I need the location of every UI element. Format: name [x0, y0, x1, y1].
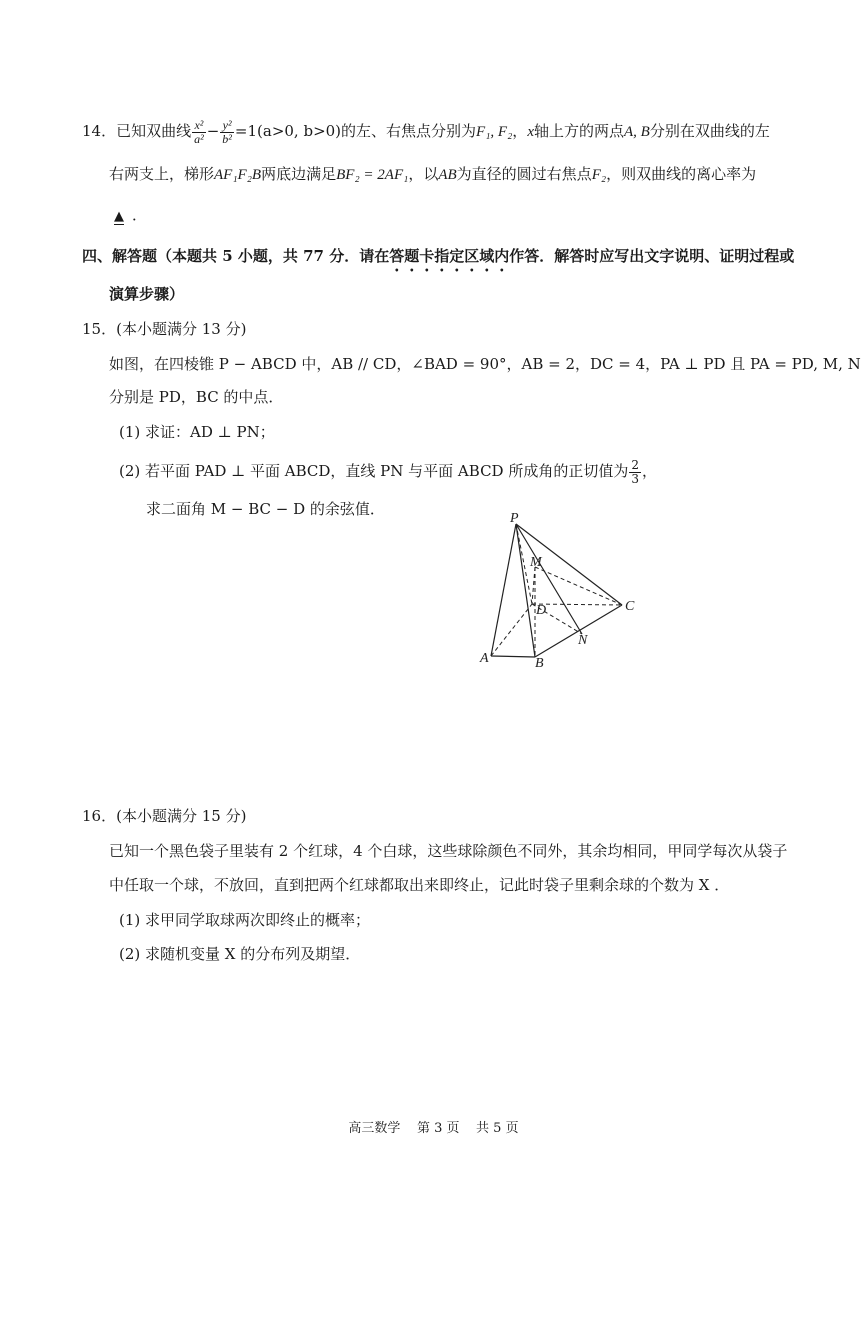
q15-part-1: (1) 求证：AD ⊥ PN；	[119, 423, 275, 441]
label-c: C	[625, 599, 635, 614]
q14-text: =1(a>0, b>0)的左、右焦点分别为	[234, 122, 477, 140]
q15-part-2-cont: 求二面角 M − BC − D 的余弦值．	[146, 500, 385, 518]
page-footer	[0, 1117, 867, 1136]
q16-header: 16．(本小题满分 15 分)	[82, 807, 247, 825]
q14-line-1: 14．已知双曲线 $\frac{\text{x²}}{\text{a²}}$ − $\frac{\text{y²}}{\text{b²}}$ =1(a>0, b>0)的左、右焦点分别为F₁, F₂，x轴上方的两点A, B分别在双曲线的左	[82, 117, 770, 146]
label-b: B	[535, 656, 544, 670]
q16-line-2: 中任取一个球，不放回，直到把两个红球都取出来即终止，记此时袋子里剩余球的个数为 X ．	[109, 876, 730, 894]
q14-number: 14．	[82, 122, 117, 140]
section-heading-cont: 演算步骤）	[109, 285, 185, 303]
q15-line-2: 分别是 PD，BC 的中点．	[109, 388, 284, 406]
fraction-x2-a2: $\frac{\text{x²}}{\text{a²}}$	[194, 117, 204, 146]
edge-pa	[491, 524, 516, 656]
section-heading: 四、解答题（本题共 5 小题，共 77 分．请在答题卡指定区域内作答．解答时应写出文字说明、证明过程或	[82, 247, 795, 265]
fraction-2-3: $\frac{2}{3}$	[631, 457, 639, 486]
label-n: N	[578, 633, 588, 648]
label-d: D	[536, 603, 547, 618]
answer-blank-triangle: ▲	[114, 209, 124, 224]
q14-text: 已知双曲线	[116, 122, 192, 140]
edge-pn	[516, 524, 582, 634]
q16-part-2: (2) 求随机变量 X 的分布列及期望．	[119, 945, 361, 963]
q15-part-2: (2) 若平面 PAD ⊥ 平面 ABCD，直线 PN 与平面 ABCD 所成角的正切值为 $\frac{2}{3}$ ，	[119, 457, 657, 486]
q14-line-3: ▲ ．	[106, 204, 147, 228]
edge-mc	[535, 567, 622, 605]
edge-pb	[516, 524, 535, 657]
label-a: A	[480, 651, 489, 666]
footer-subject: 高三数学	[348, 1121, 401, 1136]
footer-total: 共 5 页	[476, 1121, 519, 1136]
q15-line-1: 如图，在四棱锥 P − ABCD 中，AB // CD，∠BAD = 90°，AB = 2，DC = 4，PA ⊥ PD 且 PA = PD, M, N	[109, 355, 861, 373]
edge-ad	[491, 604, 532, 656]
q15-header: 15．(本小题满分 13 分)	[82, 320, 247, 338]
q16-part-1: (1) 求甲同学取球两次即终止的概率；	[119, 911, 371, 929]
pyramid-figure	[470, 510, 650, 670]
q14-line-2: 右两支上，梯形AF₁F₂B两底边满足BF₂ = 2AF₁，以AB为直径的圆过右焦点F₂，则双曲线的离心率为	[109, 165, 757, 183]
label-p: P	[510, 511, 519, 526]
edge-ab	[491, 656, 535, 657]
label-m: M	[530, 555, 542, 570]
q16-line-1: 已知一个黑色袋子里装有 2 个红球，4 个白球，这些球除颜色不同外，其余均相同，甲同学每次从袋子	[109, 842, 788, 860]
footer-page: 第 3 页	[416, 1121, 460, 1136]
edge-bc	[535, 605, 622, 657]
fraction-y2-b2: $\frac{\text{y²}}{\text{b²}}$	[222, 117, 232, 146]
q14-foci: F₁, F₂	[476, 124, 513, 140]
